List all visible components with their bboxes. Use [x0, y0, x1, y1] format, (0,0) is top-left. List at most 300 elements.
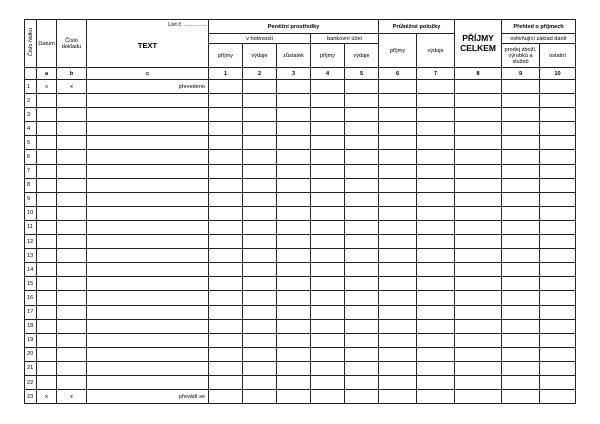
cash-expense-cell[interactable]: [243, 122, 277, 136]
other-cell[interactable]: [540, 206, 576, 220]
cash-expense-cell[interactable]: [243, 178, 277, 192]
other-cell[interactable]: [540, 361, 576, 375]
transit-expense-cell[interactable]: [417, 122, 455, 136]
other-cell[interactable]: [540, 249, 576, 263]
cash-expense-cell[interactable]: [243, 361, 277, 375]
transit-expense-cell[interactable]: [417, 94, 455, 108]
text-cell[interactable]: [87, 122, 209, 136]
sales-cell[interactable]: [502, 178, 540, 192]
total-income-cell[interactable]: [455, 150, 502, 164]
bank-income-cell[interactable]: [311, 235, 345, 249]
doc-number-cell[interactable]: [57, 361, 87, 375]
sales-cell[interactable]: [502, 220, 540, 234]
bank-income-cell[interactable]: [311, 319, 345, 333]
sales-cell[interactable]: [502, 277, 540, 291]
sales-cell[interactable]: [502, 164, 540, 178]
text-cell[interactable]: [87, 94, 209, 108]
transit-income-cell[interactable]: [379, 305, 417, 319]
other-cell[interactable]: [540, 164, 576, 178]
other-cell[interactable]: [540, 390, 576, 404]
cash-balance-cell[interactable]: [277, 263, 311, 277]
bank-expense-cell[interactable]: [345, 333, 379, 347]
total-income-cell[interactable]: [455, 375, 502, 389]
bank-expense-cell[interactable]: [345, 136, 379, 150]
transit-income-cell[interactable]: [379, 235, 417, 249]
bank-expense-cell[interactable]: [345, 164, 379, 178]
total-income-cell[interactable]: [455, 361, 502, 375]
bank-expense-cell[interactable]: [345, 277, 379, 291]
transit-income-cell[interactable]: [379, 108, 417, 122]
cash-balance-cell[interactable]: [277, 375, 311, 389]
cash-income-cell[interactable]: [209, 164, 243, 178]
other-cell[interactable]: [540, 319, 576, 333]
doc-number-cell[interactable]: [57, 347, 87, 361]
total-income-cell[interactable]: [455, 178, 502, 192]
bank-expense-cell[interactable]: [345, 80, 379, 94]
cash-expense-cell[interactable]: [243, 390, 277, 404]
total-income-cell[interactable]: [455, 390, 502, 404]
total-income-cell[interactable]: [455, 220, 502, 234]
total-income-cell[interactable]: [455, 263, 502, 277]
text-cell[interactable]: převádí se: [87, 390, 209, 404]
bank-income-cell[interactable]: [311, 263, 345, 277]
cash-expense-cell[interactable]: [243, 333, 277, 347]
cash-income-cell[interactable]: [209, 235, 243, 249]
cash-expense-cell[interactable]: [243, 136, 277, 150]
doc-number-cell[interactable]: [57, 291, 87, 305]
bank-income-cell[interactable]: [311, 94, 345, 108]
sales-cell[interactable]: [502, 361, 540, 375]
sales-cell[interactable]: [502, 235, 540, 249]
bank-income-cell[interactable]: [311, 277, 345, 291]
transit-income-cell[interactable]: [379, 319, 417, 333]
transit-expense-cell[interactable]: [417, 347, 455, 361]
transit-income-cell[interactable]: [379, 80, 417, 94]
transit-expense-cell[interactable]: [417, 80, 455, 94]
bank-expense-cell[interactable]: [345, 150, 379, 164]
cash-income-cell[interactable]: [209, 291, 243, 305]
sales-cell[interactable]: [502, 319, 540, 333]
cash-balance-cell[interactable]: [277, 319, 311, 333]
doc-number-cell[interactable]: [57, 150, 87, 164]
bank-income-cell[interactable]: [311, 206, 345, 220]
cash-balance-cell[interactable]: [277, 136, 311, 150]
sales-cell[interactable]: [502, 136, 540, 150]
sales-cell[interactable]: [502, 150, 540, 164]
transit-income-cell[interactable]: [379, 122, 417, 136]
doc-number-cell[interactable]: [57, 206, 87, 220]
date-cell[interactable]: [37, 122, 57, 136]
transit-income-cell[interactable]: [379, 178, 417, 192]
transit-income-cell[interactable]: [379, 375, 417, 389]
doc-number-cell[interactable]: [57, 333, 87, 347]
other-cell[interactable]: [540, 291, 576, 305]
transit-expense-cell[interactable]: [417, 249, 455, 263]
text-cell[interactable]: [87, 277, 209, 291]
date-cell[interactable]: [37, 108, 57, 122]
cash-income-cell[interactable]: [209, 150, 243, 164]
cash-expense-cell[interactable]: [243, 80, 277, 94]
sales-cell[interactable]: [502, 291, 540, 305]
date-cell[interactable]: [37, 164, 57, 178]
transit-income-cell[interactable]: [379, 347, 417, 361]
sales-cell[interactable]: [502, 347, 540, 361]
other-cell[interactable]: [540, 136, 576, 150]
transit-income-cell[interactable]: [379, 277, 417, 291]
bank-income-cell[interactable]: [311, 347, 345, 361]
transit-expense-cell[interactable]: [417, 390, 455, 404]
bank-income-cell[interactable]: [311, 333, 345, 347]
bank-expense-cell[interactable]: [345, 122, 379, 136]
bank-income-cell[interactable]: [311, 178, 345, 192]
bank-expense-cell[interactable]: [345, 108, 379, 122]
bank-income-cell[interactable]: [311, 122, 345, 136]
cash-balance-cell[interactable]: [277, 333, 311, 347]
cash-expense-cell[interactable]: [243, 249, 277, 263]
doc-number-cell[interactable]: [57, 305, 87, 319]
other-cell[interactable]: [540, 277, 576, 291]
bank-income-cell[interactable]: [311, 305, 345, 319]
total-income-cell[interactable]: [455, 333, 502, 347]
cash-income-cell[interactable]: [209, 319, 243, 333]
transit-income-cell[interactable]: [379, 291, 417, 305]
total-income-cell[interactable]: [455, 319, 502, 333]
cash-balance-cell[interactable]: [277, 164, 311, 178]
date-cell[interactable]: [37, 277, 57, 291]
cash-balance-cell[interactable]: [277, 220, 311, 234]
cash-balance-cell[interactable]: [277, 178, 311, 192]
other-cell[interactable]: [540, 150, 576, 164]
text-cell[interactable]: [87, 361, 209, 375]
transit-expense-cell[interactable]: [417, 235, 455, 249]
doc-number-cell[interactable]: x: [57, 80, 87, 94]
text-cell[interactable]: [87, 164, 209, 178]
bank-expense-cell[interactable]: [345, 178, 379, 192]
other-cell[interactable]: [540, 375, 576, 389]
date-cell[interactable]: [37, 375, 57, 389]
transit-expense-cell[interactable]: [417, 164, 455, 178]
bank-income-cell[interactable]: [311, 220, 345, 234]
bank-expense-cell[interactable]: [345, 390, 379, 404]
transit-expense-cell[interactable]: [417, 375, 455, 389]
total-income-cell[interactable]: [455, 122, 502, 136]
transit-expense-cell[interactable]: [417, 220, 455, 234]
total-income-cell[interactable]: [455, 164, 502, 178]
text-cell[interactable]: [87, 108, 209, 122]
cash-balance-cell[interactable]: [277, 305, 311, 319]
cash-balance-cell[interactable]: [277, 235, 311, 249]
date-cell[interactable]: [37, 305, 57, 319]
cash-income-cell[interactable]: [209, 192, 243, 206]
date-cell[interactable]: [37, 192, 57, 206]
doc-number-cell[interactable]: [57, 164, 87, 178]
text-cell[interactable]: [87, 375, 209, 389]
cash-income-cell[interactable]: [209, 80, 243, 94]
doc-number-cell[interactable]: [57, 319, 87, 333]
cash-income-cell[interactable]: [209, 94, 243, 108]
text-cell[interactable]: [87, 136, 209, 150]
sales-cell[interactable]: [502, 94, 540, 108]
doc-number-cell[interactable]: [57, 375, 87, 389]
transit-expense-cell[interactable]: [417, 361, 455, 375]
transit-income-cell[interactable]: [379, 164, 417, 178]
cash-balance-cell[interactable]: [277, 80, 311, 94]
cash-expense-cell[interactable]: [243, 192, 277, 206]
sales-cell[interactable]: [502, 108, 540, 122]
text-cell[interactable]: [87, 249, 209, 263]
other-cell[interactable]: [540, 305, 576, 319]
doc-number-cell[interactable]: [57, 108, 87, 122]
transit-expense-cell[interactable]: [417, 178, 455, 192]
other-cell[interactable]: [540, 220, 576, 234]
text-cell[interactable]: [87, 178, 209, 192]
bank-expense-cell[interactable]: [345, 206, 379, 220]
cash-balance-cell[interactable]: [277, 390, 311, 404]
transit-income-cell[interactable]: [379, 136, 417, 150]
bank-income-cell[interactable]: [311, 108, 345, 122]
cash-expense-cell[interactable]: [243, 94, 277, 108]
bank-expense-cell[interactable]: [345, 235, 379, 249]
cash-expense-cell[interactable]: [243, 220, 277, 234]
date-cell[interactable]: [37, 220, 57, 234]
cash-expense-cell[interactable]: [243, 277, 277, 291]
other-cell[interactable]: [540, 80, 576, 94]
text-cell[interactable]: [87, 150, 209, 164]
doc-number-cell[interactable]: [57, 220, 87, 234]
other-cell[interactable]: [540, 178, 576, 192]
other-cell[interactable]: [540, 192, 576, 206]
total-income-cell[interactable]: [455, 249, 502, 263]
transit-expense-cell[interactable]: [417, 136, 455, 150]
cash-expense-cell[interactable]: [243, 319, 277, 333]
transit-income-cell[interactable]: [379, 333, 417, 347]
cash-balance-cell[interactable]: [277, 122, 311, 136]
cash-expense-cell[interactable]: [243, 291, 277, 305]
doc-number-cell[interactable]: [57, 192, 87, 206]
bank-income-cell[interactable]: [311, 150, 345, 164]
bank-income-cell[interactable]: [311, 291, 345, 305]
sales-cell[interactable]: [502, 375, 540, 389]
transit-income-cell[interactable]: [379, 192, 417, 206]
bank-expense-cell[interactable]: [345, 249, 379, 263]
transit-expense-cell[interactable]: [417, 305, 455, 319]
cash-balance-cell[interactable]: [277, 361, 311, 375]
other-cell[interactable]: [540, 333, 576, 347]
transit-expense-cell[interactable]: [417, 319, 455, 333]
other-cell[interactable]: [540, 235, 576, 249]
doc-number-cell[interactable]: [57, 136, 87, 150]
cash-income-cell[interactable]: [209, 361, 243, 375]
transit-expense-cell[interactable]: [417, 108, 455, 122]
doc-number-cell[interactable]: [57, 122, 87, 136]
bank-income-cell[interactable]: [311, 164, 345, 178]
cash-balance-cell[interactable]: [277, 192, 311, 206]
text-cell[interactable]: [87, 319, 209, 333]
total-income-cell[interactable]: [455, 80, 502, 94]
date-cell[interactable]: [37, 319, 57, 333]
sales-cell[interactable]: [502, 192, 540, 206]
transit-expense-cell[interactable]: [417, 150, 455, 164]
cash-income-cell[interactable]: [209, 263, 243, 277]
cash-expense-cell[interactable]: [243, 235, 277, 249]
cash-balance-cell[interactable]: [277, 277, 311, 291]
cash-income-cell[interactable]: [209, 347, 243, 361]
text-cell[interactable]: [87, 305, 209, 319]
bank-expense-cell[interactable]: [345, 319, 379, 333]
cash-income-cell[interactable]: [209, 249, 243, 263]
transit-expense-cell[interactable]: [417, 206, 455, 220]
transit-income-cell[interactable]: [379, 249, 417, 263]
sales-cell[interactable]: [502, 390, 540, 404]
transit-expense-cell[interactable]: [417, 333, 455, 347]
cash-income-cell[interactable]: [209, 333, 243, 347]
text-cell[interactable]: [87, 347, 209, 361]
cash-expense-cell[interactable]: [243, 206, 277, 220]
date-cell[interactable]: [37, 178, 57, 192]
transit-expense-cell[interactable]: [417, 263, 455, 277]
transit-income-cell[interactable]: [379, 220, 417, 234]
transit-income-cell[interactable]: [379, 361, 417, 375]
cash-balance-cell[interactable]: [277, 108, 311, 122]
text-cell[interactable]: převedeno: [87, 80, 209, 94]
cash-income-cell[interactable]: [209, 122, 243, 136]
cash-income-cell[interactable]: [209, 108, 243, 122]
date-cell[interactable]: [37, 291, 57, 305]
transit-income-cell[interactable]: [379, 390, 417, 404]
bank-expense-cell[interactable]: [345, 361, 379, 375]
cash-balance-cell[interactable]: [277, 94, 311, 108]
total-income-cell[interactable]: [455, 206, 502, 220]
transit-expense-cell[interactable]: [417, 192, 455, 206]
sales-cell[interactable]: [502, 80, 540, 94]
text-cell[interactable]: [87, 333, 209, 347]
sales-cell[interactable]: [502, 305, 540, 319]
date-cell[interactable]: [37, 94, 57, 108]
total-income-cell[interactable]: [455, 235, 502, 249]
bank-income-cell[interactable]: [311, 249, 345, 263]
bank-income-cell[interactable]: [311, 375, 345, 389]
cash-income-cell[interactable]: [209, 305, 243, 319]
date-cell[interactable]: [37, 347, 57, 361]
cash-income-cell[interactable]: [209, 390, 243, 404]
bank-expense-cell[interactable]: [345, 291, 379, 305]
bank-income-cell[interactable]: [311, 390, 345, 404]
bank-expense-cell[interactable]: [345, 192, 379, 206]
bank-expense-cell[interactable]: [345, 375, 379, 389]
other-cell[interactable]: [540, 122, 576, 136]
date-cell[interactable]: [37, 235, 57, 249]
date-cell[interactable]: [37, 206, 57, 220]
text-cell[interactable]: [87, 206, 209, 220]
sales-cell[interactable]: [502, 333, 540, 347]
cash-balance-cell[interactable]: [277, 249, 311, 263]
cash-balance-cell[interactable]: [277, 291, 311, 305]
cash-income-cell[interactable]: [209, 375, 243, 389]
sales-cell[interactable]: [502, 122, 540, 136]
row-number: 9: [25, 192, 37, 206]
date-cell[interactable]: [37, 150, 57, 164]
doc-number-cell[interactable]: [57, 235, 87, 249]
sales-cell[interactable]: [502, 263, 540, 277]
bank-income-cell[interactable]: [311, 136, 345, 150]
bank-expense-cell[interactable]: [345, 94, 379, 108]
cash-income-cell[interactable]: [209, 220, 243, 234]
date-cell[interactable]: x: [37, 390, 57, 404]
bank-income-cell[interactable]: [311, 80, 345, 94]
date-cell[interactable]: [37, 136, 57, 150]
cash-expense-cell[interactable]: [243, 375, 277, 389]
other-cell[interactable]: [540, 108, 576, 122]
total-income-cell[interactable]: [455, 192, 502, 206]
cash-expense-cell[interactable]: [243, 150, 277, 164]
date-cell[interactable]: [37, 263, 57, 277]
transit-income-cell[interactable]: [379, 150, 417, 164]
text-cell[interactable]: [87, 291, 209, 305]
total-income-cell[interactable]: [455, 277, 502, 291]
other-cell[interactable]: [540, 94, 576, 108]
bank-expense-cell[interactable]: [345, 347, 379, 361]
bank-income-cell[interactable]: [311, 192, 345, 206]
other-cell[interactable]: [540, 347, 576, 361]
date-cell[interactable]: [37, 361, 57, 375]
cash-income-cell[interactable]: [209, 136, 243, 150]
cash-expense-cell[interactable]: [243, 164, 277, 178]
cash-balance-cell[interactable]: [277, 206, 311, 220]
total-income-cell[interactable]: [455, 108, 502, 122]
transit-expense-cell[interactable]: [417, 277, 455, 291]
sales-cell[interactable]: [502, 249, 540, 263]
text-cell[interactable]: [87, 263, 209, 277]
date-cell[interactable]: x: [37, 80, 57, 94]
bank-income-cell[interactable]: [311, 361, 345, 375]
doc-number-cell[interactable]: [57, 263, 87, 277]
doc-number-cell[interactable]: [57, 277, 87, 291]
transit-income-cell[interactable]: [379, 206, 417, 220]
cash-balance-cell[interactable]: [277, 150, 311, 164]
cash-expense-cell[interactable]: [243, 263, 277, 277]
date-cell[interactable]: [37, 333, 57, 347]
total-income-cell[interactable]: [455, 291, 502, 305]
transit-income-cell[interactable]: [379, 263, 417, 277]
cash-expense-cell[interactable]: [243, 305, 277, 319]
total-income-cell[interactable]: [455, 305, 502, 319]
total-income-cell[interactable]: [455, 136, 502, 150]
bank-expense-cell[interactable]: [345, 220, 379, 234]
date-cell[interactable]: [37, 249, 57, 263]
doc-number-cell[interactable]: [57, 249, 87, 263]
doc-number-cell[interactable]: [57, 94, 87, 108]
total-income-cell[interactable]: [455, 94, 502, 108]
cash-income-cell[interactable]: [209, 206, 243, 220]
cash-balance-cell[interactable]: [277, 347, 311, 361]
cash-expense-cell[interactable]: [243, 347, 277, 361]
doc-number-cell[interactable]: x: [57, 390, 87, 404]
text-cell[interactable]: [87, 192, 209, 206]
doc-number-cell[interactable]: [57, 178, 87, 192]
cash-income-cell[interactable]: [209, 277, 243, 291]
total-income-cell[interactable]: [455, 347, 502, 361]
transit-income-cell[interactable]: [379, 94, 417, 108]
transit-expense-cell[interactable]: [417, 291, 455, 305]
other-cell[interactable]: [540, 263, 576, 277]
cash-expense-cell[interactable]: [243, 108, 277, 122]
text-cell[interactable]: [87, 220, 209, 234]
sales-cell[interactable]: [502, 206, 540, 220]
bank-expense-cell[interactable]: [345, 305, 379, 319]
cash-income-cell[interactable]: [209, 178, 243, 192]
text-cell[interactable]: [87, 235, 209, 249]
bank-expense-cell[interactable]: [345, 263, 379, 277]
